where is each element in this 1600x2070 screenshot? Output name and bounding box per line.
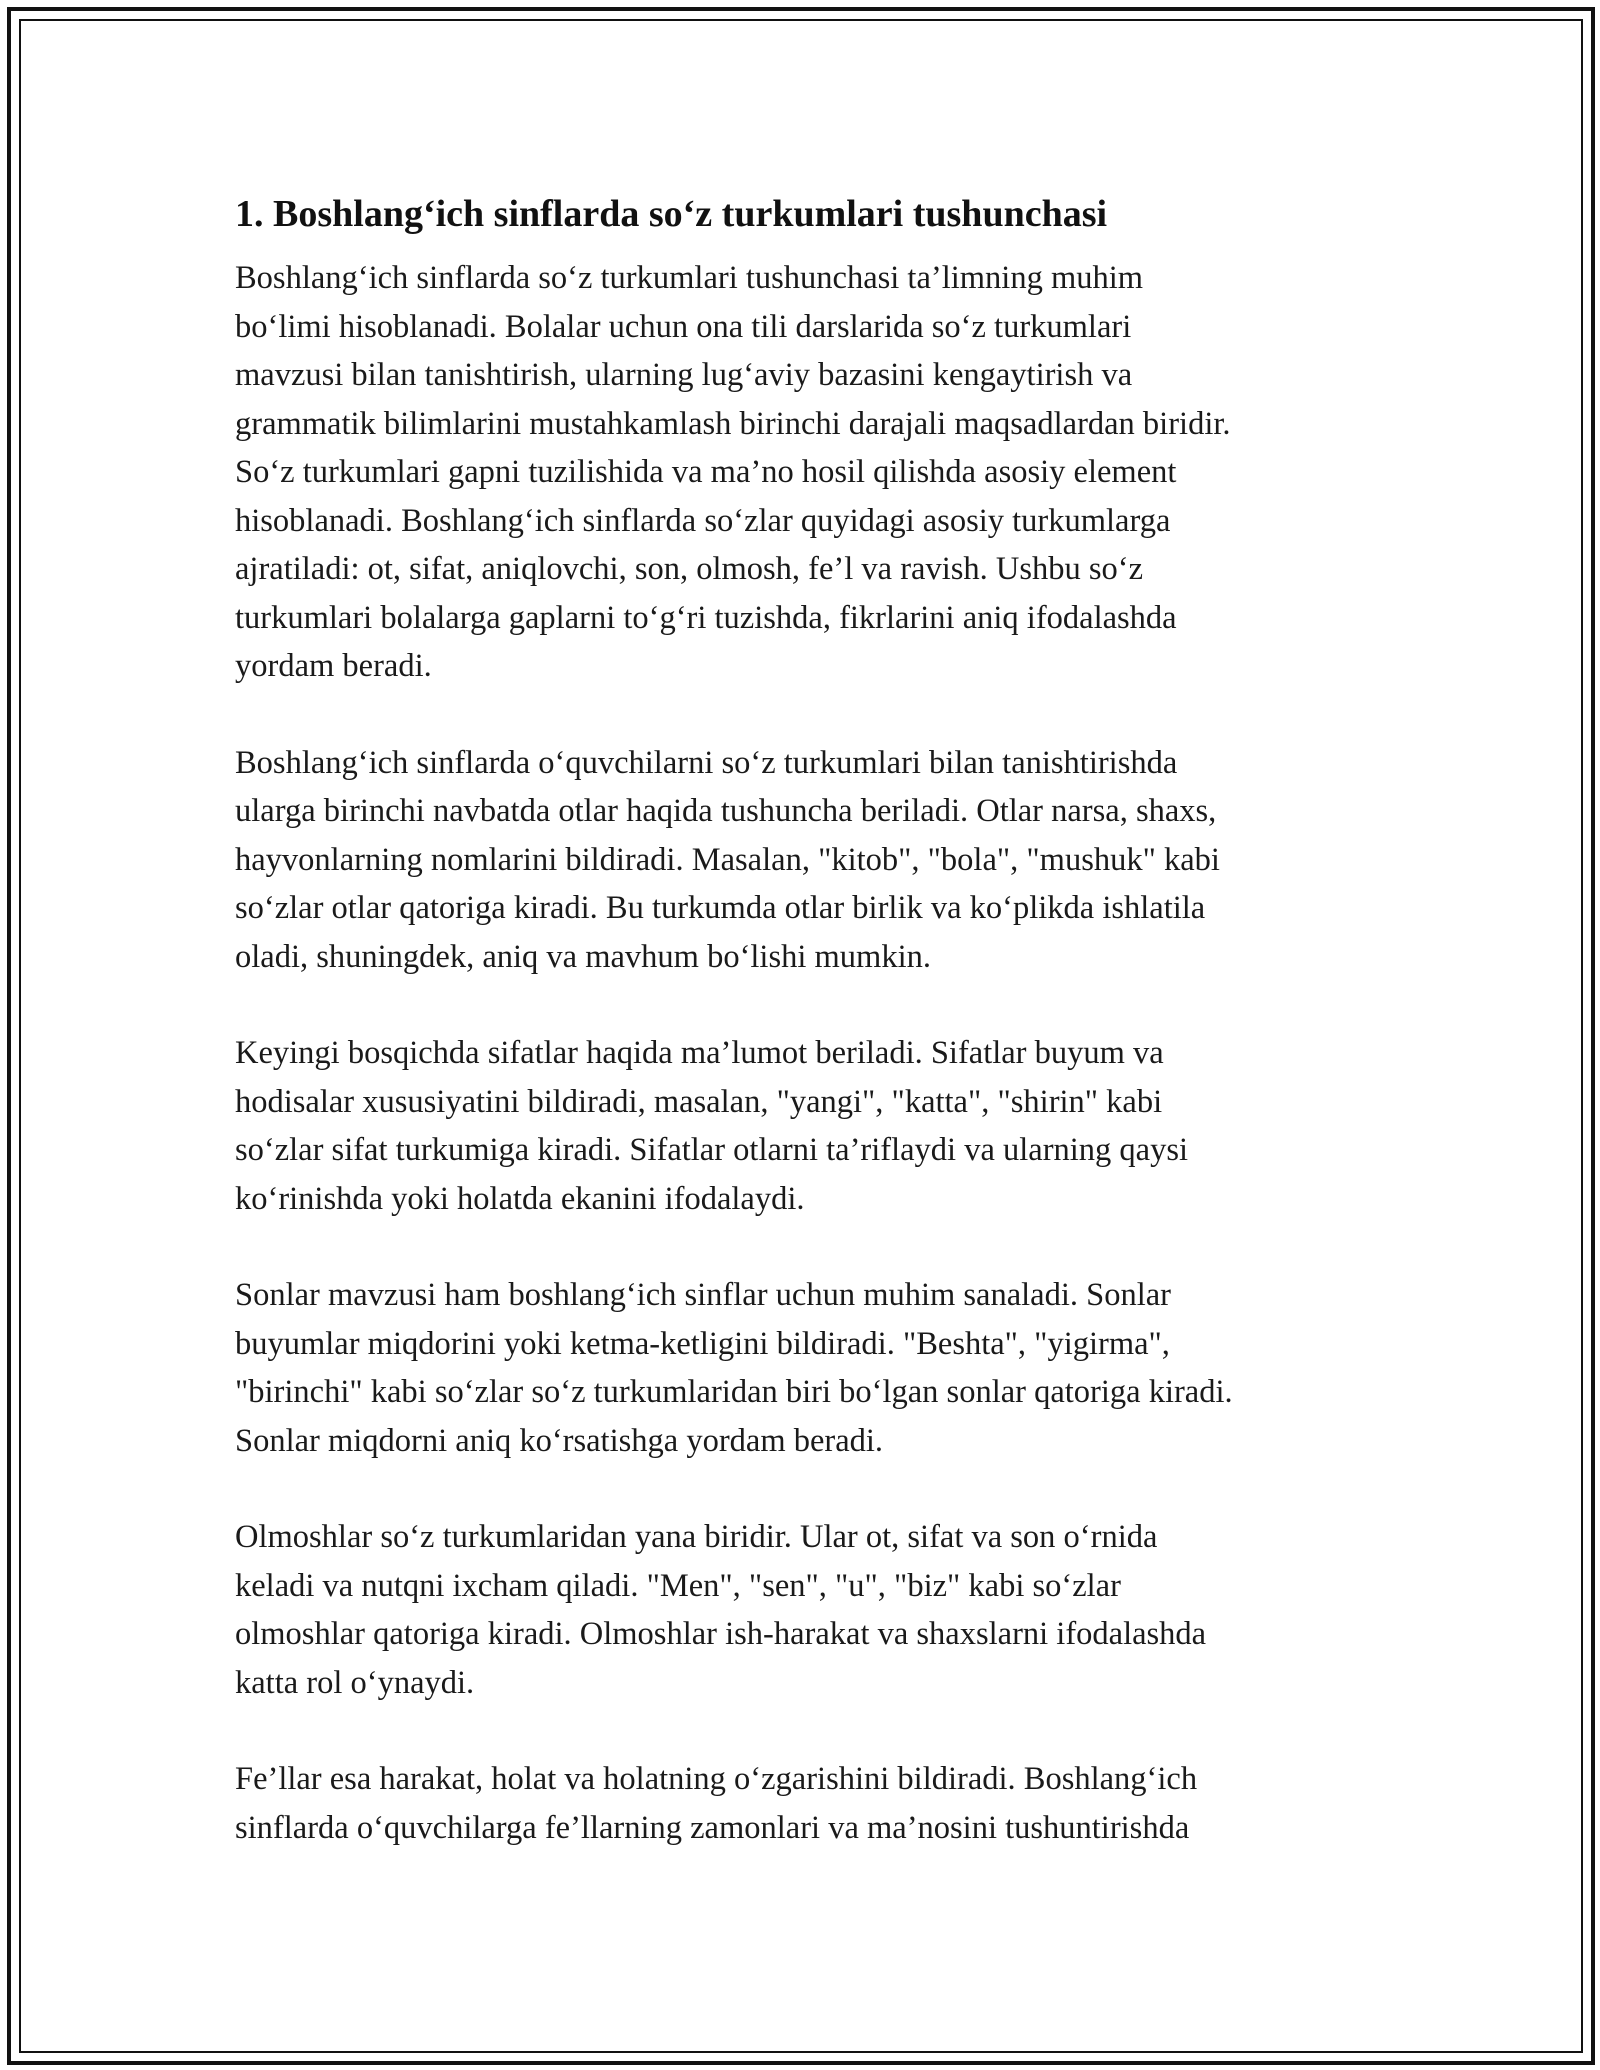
section-heading: 1. Boshlang‘ich sinflarda so‘z turkumlari tushunchasi (235, 193, 1108, 235)
paragraph-adjectives: Keyingi bosqichda sifatlar haqida ma’lumot beriladi. Sifatlar buyum va hodisalar xususiyatini bildiradi, masalan, "yangi", "katta", "shirin" kabi so‘zlar sifat turkumiga kiradi. Sifatlar otlarni ta’riflaydi va ularning qaysi ko‘rinishda yoki holatda ekanini ifodalaydi. (235, 1035, 1189, 1217)
paragraph-nouns: Boshlang‘ich sinflarda o‘quvchilarni so‘z turkumlari bilan tanishtirishda ularga birinchi navbatda otlar haqida tushuncha beriladi. Otlar narsa, shaxs, hayvonlarning nomlarini bildiradi. Masalan, "kitob", "bola", "mushuk" kabi so‘zlar otlar qatoriga kiradi. Bu turkumda otlar birlik va ko‘plikda ishlatila oladi, shuningdek, aniq va mavhum bo‘lishi mumkin. (235, 744, 1220, 975)
paragraph-pronouns: Olmoshlar so‘z turkumlaridan yana biridir. Ular ot, sifat va son o‘rnida keladi va nutqni ixcham qiladi. "Men", "sen", "u", "biz" kabi so‘zlar olmoshlar qatoriga kiradi. Olmoshlar ish-harakat va shaxslarni ifodalashda katta rol o‘ynaydi. (235, 1519, 1207, 1701)
paragraph-intro: Boshlang‘ich sinflarda so‘z turkumlari tushunchasi ta’limning muhim bo‘limi hisoblanadi. Bolalar uchun ona tili darslarida so‘z turkumlari mavzusi bilan tanishtirish, ularning lug‘aviy bazasini kengaytirish va grammatik bilimlarini mustahkamlash birinchi darajali maqsadlardan biridir. So‘z turkumlari gapni tuzilishida va ma’no hosil qilishda asosiy element hisoblanadi. Boshlang‘ich sinflarda so‘zlar quyidagi asosiy turkumlarga ajratiladi: ot, sifat, aniqlovchi, son, olmosh, fe’l va ravish. Ushbu so‘z turkumlari bolalarga gaplarni to‘g‘ri tuzishda, fikrlarini aniq ifodalashda yordam beradi. (235, 260, 1231, 684)
document-body (235, 188, 1385, 1900)
paragraph-numerals: Sonlar mavzusi ham boshlang‘ich sinflar uchun muhim sanaladi. Sonlar buyumlar miqdorini yoki ketma-ketligini bildiradi. "Beshta", "yigirma", "birinchi" kabi so‘zlar so‘z turkumlaridan biri bo‘lgan sonlar qatoriga kiradi. Sonlar miqdorni aniq ko‘rsatishga yordam beradi. (235, 1277, 1233, 1459)
paragraph-verbs: Fe’llar esa harakat, holat va holatning o‘zgarishini bildiradi. Boshlang‘ich sinflarda o‘quvchilarga fe’llarning zamonlari va ma’nosini tushuntirishda (235, 1761, 1198, 1846)
